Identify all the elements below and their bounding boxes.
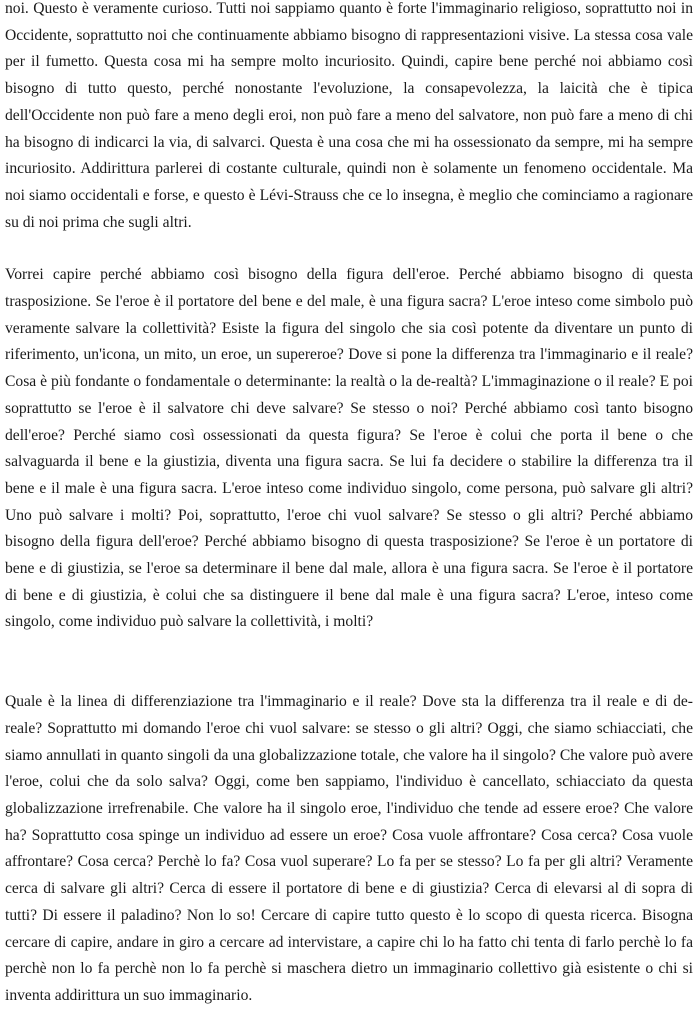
- paragraph-1: noi. Questo è veramente curioso. Tutti noi sappiamo quanto è forte l'immaginario religioso, soprattutto noi in Occidente, soprattutto noi che continuamente abbiamo bisogno di rappresentazioni visive. La stessa cosa vale per il fumetto. Questa cosa mi ha sempre molto incuriosito. Quindi, capire bene perché noi abbiamo così bisogno di tutto questo, perché nonostante l'evoluzione, la consapevolezza, la laicità che è tipica dell'Occidente non può fare a meno degli eroi, non può fare a meno del salvatore, non può fare a meno di chi ha bisogno di indicarci la via, di salvarci. Questa è una cosa che mi ha ossessionato da sempre, mi ha sempre incuriosito. Addirittura parlerei di costante culturale, quindi non è solamente un fenomeno occidentale. Ma noi siamo occidentali e forse, e questo è Lévi-Strauss che ce lo insegna, è meglio che cominciamo a ragionare su di noi prima che sugli altri.: [5, 0, 693, 231]
- paragraph-2: Vorrei capire perché abbiamo così bisogno della figura dell'eroe. Perché abbiamo bisogno di questa trasposizione. Se l'eroe è il portatore del bene e del male, è una figura sacra? L'eroe inteso come simbolo può veramente salvare la collettività? Esiste la figura del singolo che sia così potente da diventare un punto di riferimento, un'icona, un mito, un eroe, un supereroe? Dove si pone la differenza tra l'immaginario e il reale? Cosa è più fondante o fondamentale o determinante: la realtà o la de-realtà? L'immaginazione o il reale? E poi soprattutto se l'eroe è il salvatore chi deve salvare? Se stesso o noi? Perché abbiamo così tanto bisogno dell'eroe? Perché siamo così ossessionati da questa figura? Se l'eroe è colui che porta il bene o che salvaguarda il bene e la giustizia, diventa una figura sacra. Se lui fa decidere o stabilire la differenza tra il bene e il male è una figura sacra. L'eroe inteso come individuo singolo, come persona, può salvare gli altri? Uno può salvare i molti? Poi, soprattutto, l'eroe chi vuol salvare? Se stesso o gli altri? Perché abbiamo bisogno della figura dell'eroe? Perché abbiamo bisogno di questa trasposizione? Se l'eroe è un portatore di bene e di giustizia, se l'eroe sa determinare il bene dal male, allora è una figura sacra. Se l'eroe è il portatore di bene e di giustizia, è colui che sa distinguere il bene dal male è una figura sacra? L'eroe, inteso come singolo, come individuo può salvare la collettività, i molti?: [5, 266, 693, 631]
- paragraph-3: Quale è la linea di differenziazione tra l'immaginario e il reale? Dove sta la differenza tra il reale e di de-reale? Soprattutto mi domando l'eroe chi vuol salvare: se stesso o gli altri? Oggi, che siamo schiacciati, che siamo annullati in quanto singoli da una globalizzazione totale, che valore ha il singolo? Che valore può avere l'eroe, colui che da solo salva? Oggi, come ben sappiamo, l'individuo è cancellato, schiacciato da questa globalizzazione irrefrenabile. Che valore ha il singolo eroe, l'individuo che tende ad essere eroe? Che valore ha? Soprattutto cosa spinge un individuo ad essere un eroe? Cosa vuole affrontare? Cosa cerca? Cosa vuole affrontare? Cosa cerca? Perchè lo fa? Cosa vuol superare? Lo fa per se stesso? Lo fa per gli altri? Veramente cerca di salvare gli altri? Cerca di essere il portatore di bene e di giustizia? Cerca di elevarsi al di sopra di tutti? Di essere il paladino? Non lo so! Cercare di capire tutto questo è lo scopo di questa ricerca. Bisogna cercare di capire, andare in giro a cercare ad intervistare, a capire chi lo ha fatto chi tenta di farlo perchè lo fa perchè non lo fa perchè non lo fa perchè si maschera dietro un immaginario collettivo già esistente o chi si inventa addirittura un suo immaginario.: [5, 693, 693, 1004]
- document-page: [5, 0, 693, 1010]
